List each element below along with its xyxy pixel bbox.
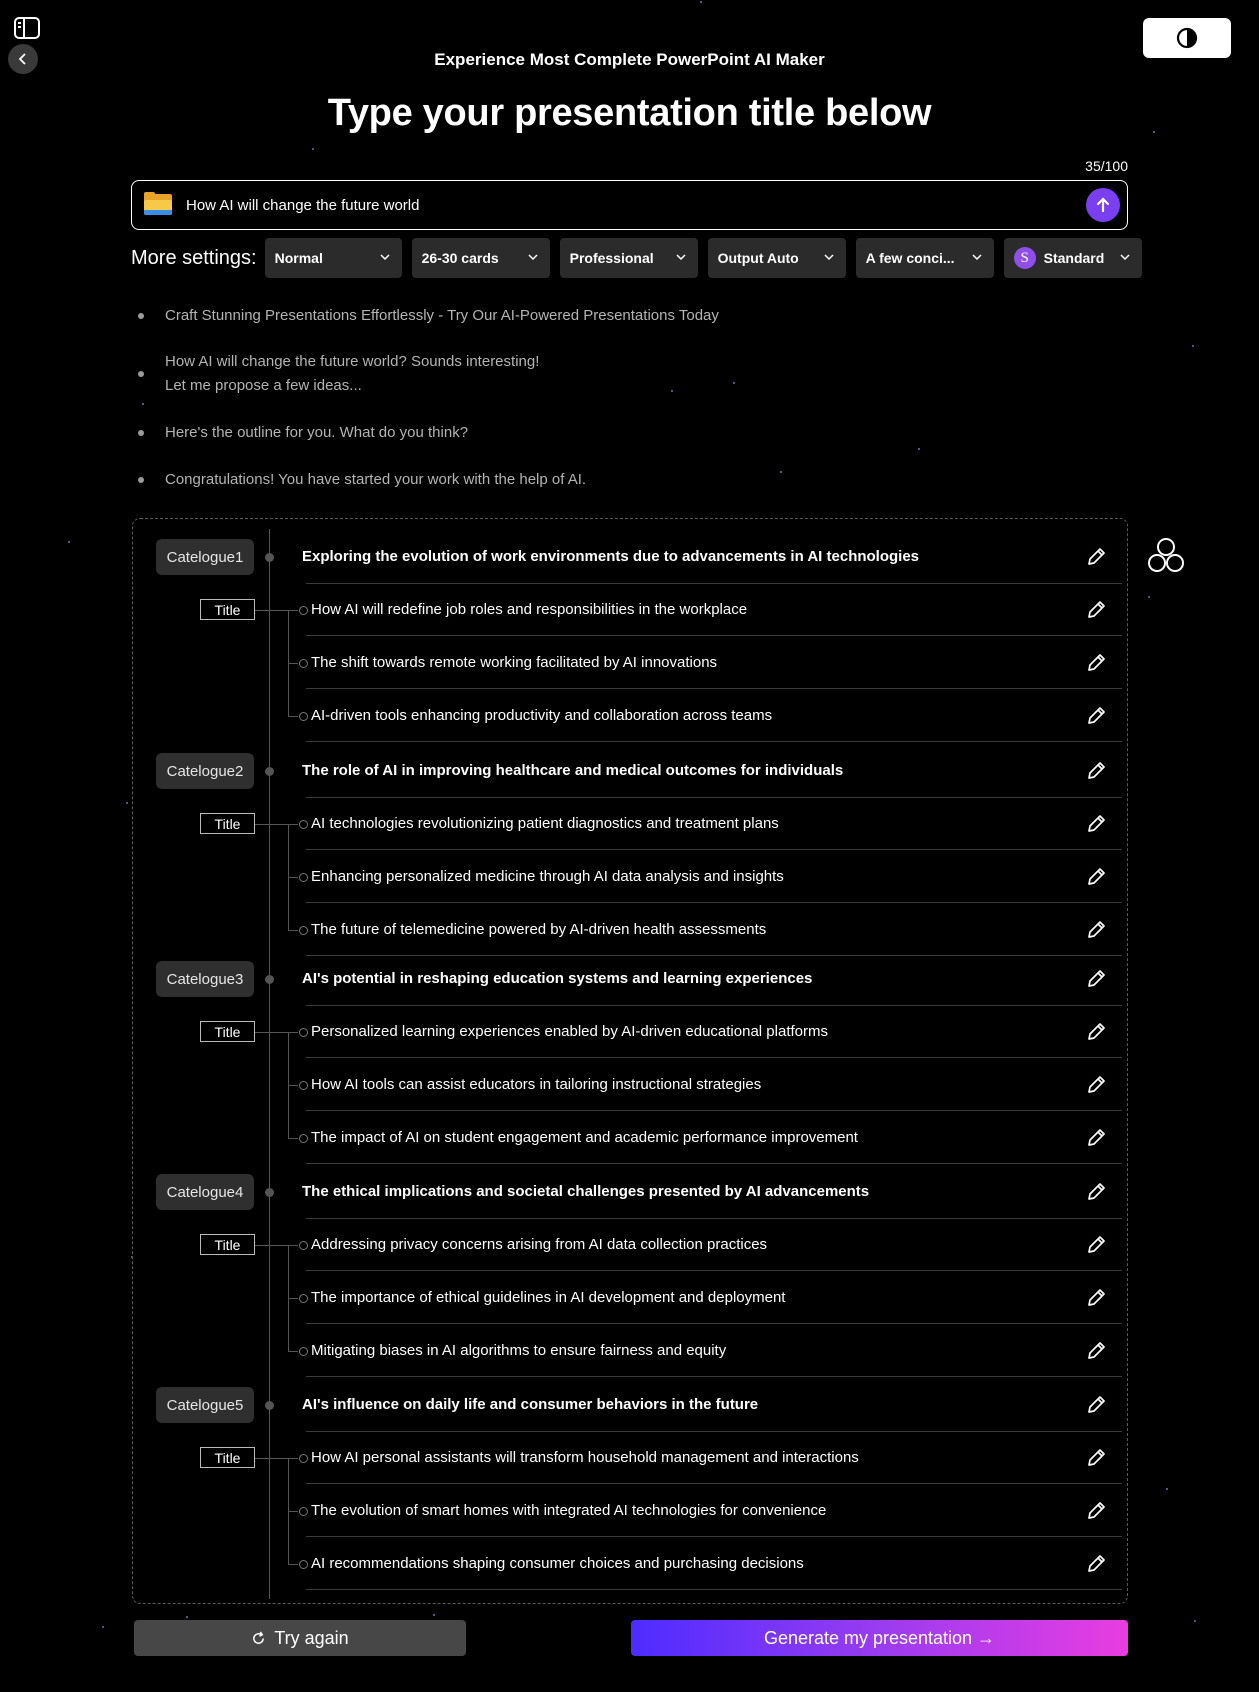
chevron-down-icon	[824, 252, 834, 262]
edit-icon[interactable]	[1085, 1074, 1107, 1096]
action-bar	[134, 1620, 1128, 1656]
dropdown-label: Standard	[1043, 250, 1105, 266]
arrow-up-icon	[1094, 196, 1112, 214]
chevron-down-icon	[676, 252, 686, 262]
page-title: Type your presentation title below	[327, 92, 932, 134]
settings-row	[131, 238, 1152, 278]
edit-icon[interactable]	[1085, 1287, 1107, 1309]
chevron-down-icon	[380, 252, 390, 262]
model-dropdown[interactable]	[1004, 238, 1142, 278]
tree-leaf-dot	[299, 926, 308, 935]
title-tag: Title	[200, 1447, 255, 1468]
sidebar-toggle-icon[interactable]	[14, 17, 40, 39]
tree-leaf-dot	[299, 1294, 308, 1303]
edit-icon[interactable]	[1085, 1447, 1107, 1469]
edit-icon[interactable]	[1085, 705, 1107, 727]
edit-icon[interactable]	[1085, 1181, 1107, 1203]
outline-item[interactable]: AI-driven tools enhancing productivity and collaboration across teams	[311, 707, 773, 724]
outline-item[interactable]: Personalized learning experiences enabled by AI-driven educational platforms	[311, 1023, 828, 1040]
settings-label: More settings:	[131, 246, 257, 269]
folder-icon	[144, 194, 172, 216]
outline-item[interactable]: The impact of AI on student engagement and academic performance improvement	[311, 1129, 858, 1146]
title-tag: Title	[200, 1021, 255, 1042]
tree-leaf-dot	[299, 659, 308, 668]
edit-icon[interactable]	[1085, 1127, 1107, 1149]
title-tag: Title	[200, 1234, 255, 1255]
tree-leaf-dot	[299, 1507, 308, 1516]
title-input-box	[131, 180, 1128, 230]
generate-label: Generate my presentation →	[763, 1627, 996, 1648]
tree-leaf-dot	[299, 1081, 308, 1090]
catalogue-badge: Catelogue1	[156, 539, 254, 575]
edit-icon[interactable]	[1085, 1234, 1107, 1256]
outline-panel	[132, 518, 1128, 1604]
chevron-down-icon	[528, 252, 538, 262]
outline-item[interactable]: The importance of ethical guidelines in AI development and deployment	[311, 1289, 786, 1306]
edit-icon[interactable]	[1085, 1553, 1107, 1575]
edit-icon[interactable]	[1085, 599, 1107, 621]
edit-icon[interactable]	[1085, 546, 1107, 568]
title-tag: Title	[200, 599, 255, 620]
outline-item[interactable]: The evolution of smart homes with integrated AI technologies for convenience	[311, 1502, 827, 1519]
contrast-icon	[1176, 27, 1198, 49]
catalogue-heading[interactable]: AI's potential in reshaping education systems and learning experiences	[302, 970, 813, 987]
edit-icon[interactable]	[1085, 1500, 1107, 1522]
page-subtitle: Experience Most Complete PowerPoint AI Maker	[434, 50, 825, 69]
dropdown-label: 26-30 cards	[421, 250, 499, 266]
cluster-icon[interactable]	[1146, 536, 1186, 574]
catalogue-badge: Catelogue4	[156, 1174, 254, 1210]
tree-leaf-dot	[299, 1134, 308, 1143]
outline-item[interactable]: AI technologies revolutionizing patient diagnostics and treatment plans	[311, 815, 779, 832]
edit-icon[interactable]	[1085, 866, 1107, 888]
tone-dropdown[interactable]	[560, 238, 698, 278]
output-dropdown[interactable]	[708, 238, 846, 278]
outline-item[interactable]: How AI tools can assist educators in tailoring instructional strategies	[311, 1076, 762, 1093]
edit-icon[interactable]	[1085, 919, 1107, 941]
title-tag: Title	[200, 813, 255, 834]
edit-icon[interactable]	[1085, 813, 1107, 835]
catalogue-heading[interactable]: Exploring the evolution of work environments due to advancements in AI technologies	[302, 548, 920, 565]
tree-leaf-dot	[299, 712, 308, 721]
outline-item[interactable]: How AI personal assistants will transform household management and interactions	[311, 1449, 859, 1466]
dropdown-label: A few conci...	[865, 250, 955, 266]
detail-dropdown[interactable]	[856, 238, 994, 278]
outline-item[interactable]: The shift towards remote working facilitated by AI innovations	[311, 654, 718, 671]
generate-presentation-button[interactable]	[631, 1620, 1128, 1656]
dropdown-label: Professional	[569, 250, 654, 266]
tree-leaf-dot	[299, 1454, 308, 1463]
tree-leaf-dot	[299, 1028, 308, 1037]
outline-item[interactable]: Addressing privacy concerns arising from AI data collection practices	[311, 1236, 768, 1253]
try-again-label: Try again	[274, 1627, 349, 1648]
edit-icon[interactable]	[1085, 652, 1107, 674]
catalogue-heading[interactable]: AI's influence on daily life and consumer behaviors in the future	[302, 1396, 759, 1413]
try-again-button[interactable]	[134, 1620, 466, 1656]
catalogue-badge: Catelogue2	[156, 753, 254, 789]
edit-icon[interactable]	[1085, 760, 1107, 782]
tree-leaf-dot	[299, 873, 308, 882]
catalogue-heading[interactable]: The ethical implications and societal challenges presented by AI advancements	[302, 1183, 870, 1200]
outline-item[interactable]: Mitigating biases in AI algorithms to ensure fairness and equity	[311, 1342, 727, 1359]
cards-dropdown[interactable]	[412, 238, 550, 278]
tree-leaf-dot	[299, 1347, 308, 1356]
tree-leaf-dot	[299, 1241, 308, 1250]
model-badge-icon: S	[1014, 247, 1036, 269]
catalogue-badge: Catelogue3	[156, 961, 254, 997]
outline-item[interactable]: How AI will redefine job roles and responsibilities in the workplace	[311, 601, 748, 618]
edit-icon[interactable]	[1085, 1394, 1107, 1416]
chevron-down-icon	[1120, 252, 1130, 262]
chevron-down-icon	[972, 252, 982, 262]
length-dropdown[interactable]	[265, 238, 402, 278]
dropdown-label: Normal	[274, 250, 323, 266]
outline-item[interactable]: AI recommendations shaping consumer choices and purchasing decisions	[311, 1555, 804, 1572]
tree-leaf-dot	[299, 606, 308, 615]
tree-node-dot	[265, 975, 274, 984]
title-input[interactable]	[186, 197, 1086, 214]
tree-node-dot	[265, 553, 274, 562]
tree-node-dot	[265, 767, 274, 776]
edit-icon[interactable]	[1085, 1340, 1107, 1362]
tree-leaf-dot	[299, 1560, 308, 1569]
dropdown-label: Output Auto	[717, 250, 799, 266]
refresh-icon	[251, 1631, 266, 1646]
tree-node-dot	[265, 1401, 274, 1410]
tree-node-dot	[265, 1188, 274, 1197]
outline-item[interactable]: The future of telemedicine powered by AI-driven health assessments	[311, 921, 767, 938]
catalogue-heading[interactable]: The role of AI in improving healthcare and medical outcomes for individuals	[302, 762, 844, 779]
catalogue-badge: Catelogue5	[156, 1387, 254, 1423]
tree-leaf-dot	[299, 820, 308, 829]
outline-item[interactable]: Enhancing personalized medicine through AI data analysis and insights	[311, 868, 784, 885]
character-counter: 35/100	[1085, 158, 1128, 174]
edit-icon[interactable]	[1085, 968, 1107, 990]
edit-icon[interactable]	[1085, 1021, 1107, 1043]
submit-button[interactable]	[1086, 188, 1120, 222]
